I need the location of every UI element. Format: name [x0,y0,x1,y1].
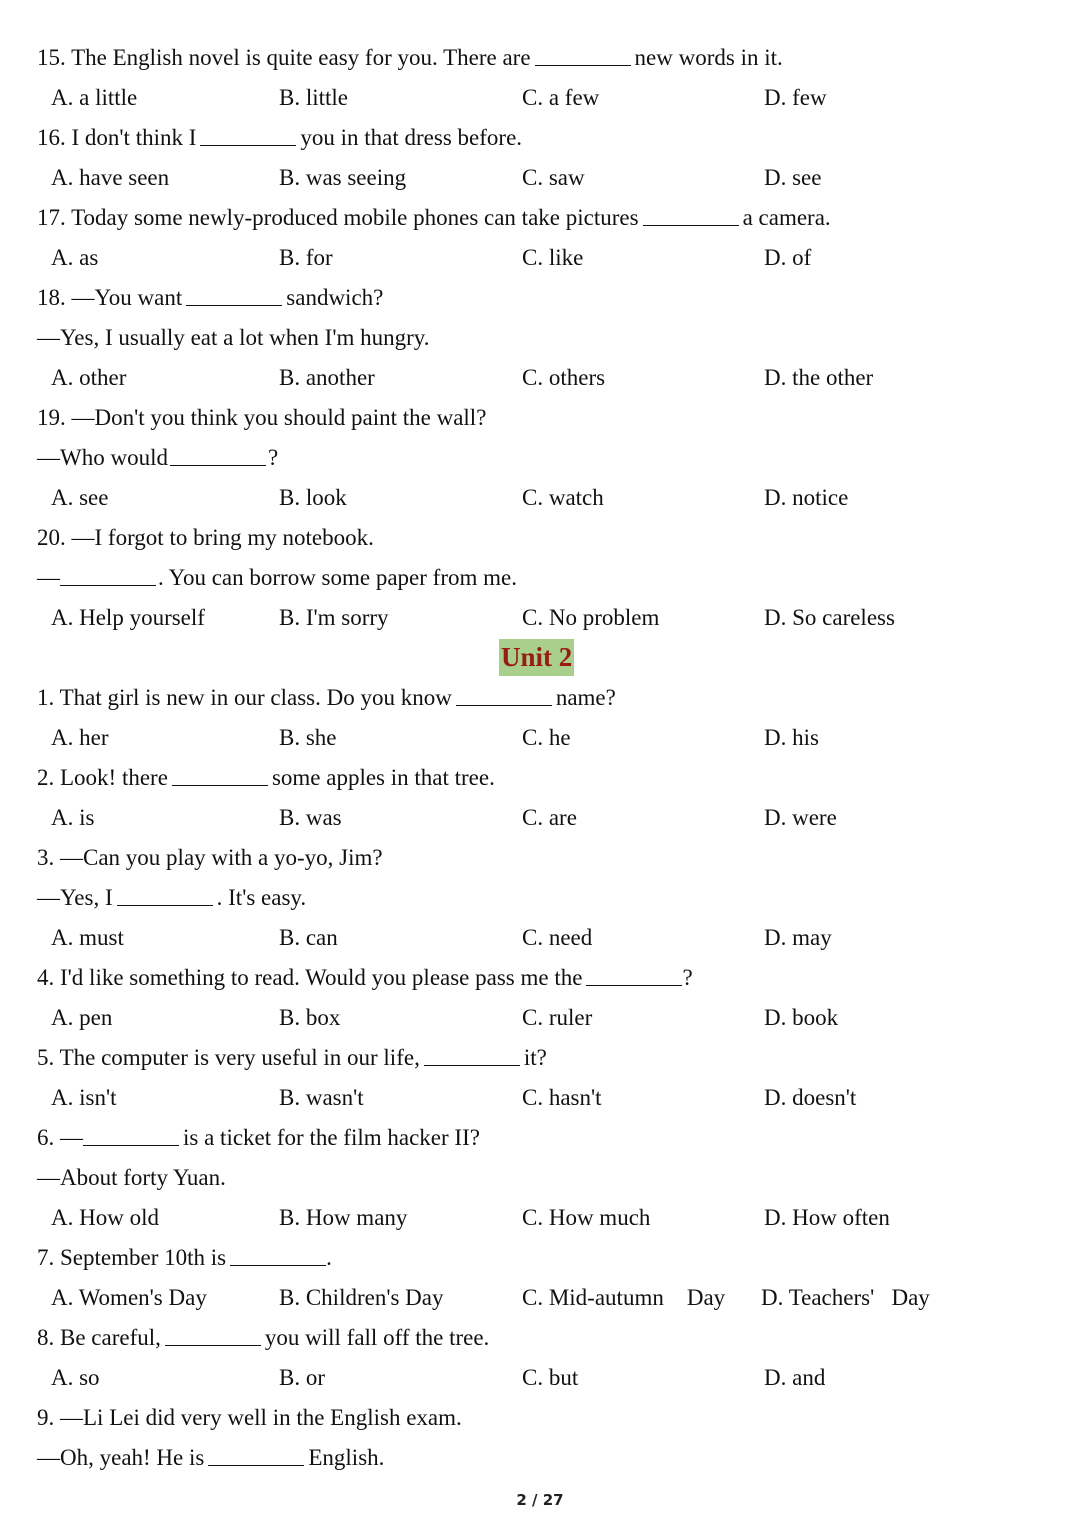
option-a: A. must [51,925,124,950]
option-b: B. was [279,805,342,830]
answer-blank [456,704,552,706]
page-number: 2 / 27 [516,1491,564,1509]
question-16-options [0,158,1060,198]
option-d: D. see [764,165,822,190]
option-b: B. can [279,925,338,950]
option-b: B. she [279,725,337,750]
question-20-stem: 20. —I forgot to bring my notebook. [37,525,374,550]
option-d: D. of [764,245,812,270]
option-c: C. How much [522,1205,651,1230]
option-d: D. Teachers' Day [761,1285,930,1310]
option-b: B. or [279,1365,325,1390]
question-17-options [0,238,1060,278]
question-19-reply: —Who would ? [37,445,279,470]
question-8-stem: 8. Be careful, you will fall off the tree. [37,1325,490,1350]
option-c: C. are [522,805,577,830]
option-b: B. another [279,365,375,390]
answer-blank [172,784,268,786]
option-c: C. watch [522,485,604,510]
question-20-options [0,598,1060,638]
question-5-stem: 5. The computer is very useful in our life, it? [37,1045,547,1070]
question-7-options [0,1278,1060,1318]
question-9-reply: —Oh, yeah! He is English. [37,1445,385,1470]
question-18-reply: —Yes, I usually eat a lot when I'm hungry. [37,325,430,350]
answer-blank [208,1464,304,1466]
option-b: B. How many [279,1205,408,1230]
question-6-options [0,1198,1060,1238]
question-2-options [0,798,1060,838]
question-5-options [0,1078,1060,1118]
option-d: D. and [764,1365,826,1390]
question-9-stem: 9. —Li Lei did very well in the English exam. [37,1405,462,1430]
question-15-options [0,78,1060,118]
option-b: B. box [279,1005,341,1030]
question-17-stem: 17. Today some newly-produced mobile phones can take pictures a camera. [37,205,831,230]
option-b: B. was seeing [279,165,407,190]
option-d: D. the other [764,365,874,390]
answer-blank [170,464,266,466]
option-c: C. Mid-autumn Day [522,1285,726,1310]
answer-blank [424,1064,520,1066]
option-a: A. How old [51,1205,159,1230]
option-a: A. so [51,1365,100,1390]
option-a: A. Help yourself [51,605,205,630]
option-d: D. How often [764,1205,890,1230]
option-d: D. doesn't [764,1085,857,1110]
option-b: B. Children's Day [279,1285,444,1310]
question-7-stem: 7. September 10th is . [37,1245,332,1270]
option-a: A. have seen [51,165,170,190]
option-a: A. her [51,725,109,750]
option-c: C. saw [522,165,585,190]
question-18-options [0,358,1060,398]
answer-blank [83,1144,179,1146]
answer-blank [535,64,631,66]
question-19-stem: 19. —Don't you think you should paint the wall? [37,405,487,430]
question-3-reply: —Yes, I . It's easy. [37,885,307,910]
question-18-stem: 18. —You want sandwich? [37,285,384,310]
option-d: D. notice [764,485,849,510]
answer-blank [200,144,296,146]
option-c: C. No problem [522,605,660,630]
option-c: C. hasn't [522,1085,602,1110]
option-a: A. pen [51,1005,113,1030]
option-a: A. a little [51,85,138,110]
answer-blank [186,304,282,306]
question-4-stem: 4. I'd like something to read. Would you please pass me the ? [37,965,693,990]
answer-blank [230,1264,326,1266]
option-a: A. Women's Day [51,1285,207,1310]
question-20-reply: — . You can borrow some paper from me. [37,565,517,590]
question-19-options [0,478,1060,518]
option-d: D. book [764,1005,839,1030]
option-a: A. isn't [51,1085,117,1110]
question-6-reply: —About forty Yuan. [37,1165,226,1190]
answer-blank [165,1344,261,1346]
answer-blank [586,984,682,986]
option-b: B. look [279,485,347,510]
answer-blank [117,904,213,906]
question-1-options [0,718,1060,758]
answer-blank [643,224,739,226]
option-d: D. So careless [764,605,895,630]
option-d: D. few [764,85,827,110]
option-c: C. he [522,725,571,750]
option-b: B. for [279,245,333,270]
question-16-stem: 16. I don't think I you in that dress before. [37,125,523,150]
option-c: C. a few [522,85,600,110]
option-c: C. like [522,245,584,270]
option-c: C. but [522,1365,579,1390]
option-c: C. need [522,925,593,950]
option-d: D. his [764,725,819,750]
question-3-options [0,918,1060,958]
option-a: A. see [51,485,109,510]
option-d: D. were [764,805,837,830]
option-c: C. ruler [522,1005,593,1030]
question-4-options [0,998,1060,1038]
question-2-stem: 2. Look! there some apples in that tree. [37,765,495,790]
option-c: C. others [522,365,606,390]
option-b: B. wasn't [279,1085,364,1110]
option-a: A. is [51,805,95,830]
option-d: D. may [764,925,832,950]
option-b: B. I'm sorry [279,605,389,630]
unit-heading: Unit 2 [499,639,574,676]
question-8-options [0,1358,1060,1398]
question-6-stem: 6. — is a ticket for the film hacker II? [37,1125,480,1150]
option-a: A. as [51,245,99,270]
question-1-stem: 1. That girl is new in our class. Do you know name? [37,685,616,710]
option-a: A. other [51,365,127,390]
option-b: B. little [279,85,348,110]
question-15-stem: 15. The English novel is quite easy for you. There are new words in it. [37,45,783,70]
question-3-stem: 3. —Can you play with a yo-yo, Jim? [37,845,383,870]
answer-blank [60,584,156,586]
